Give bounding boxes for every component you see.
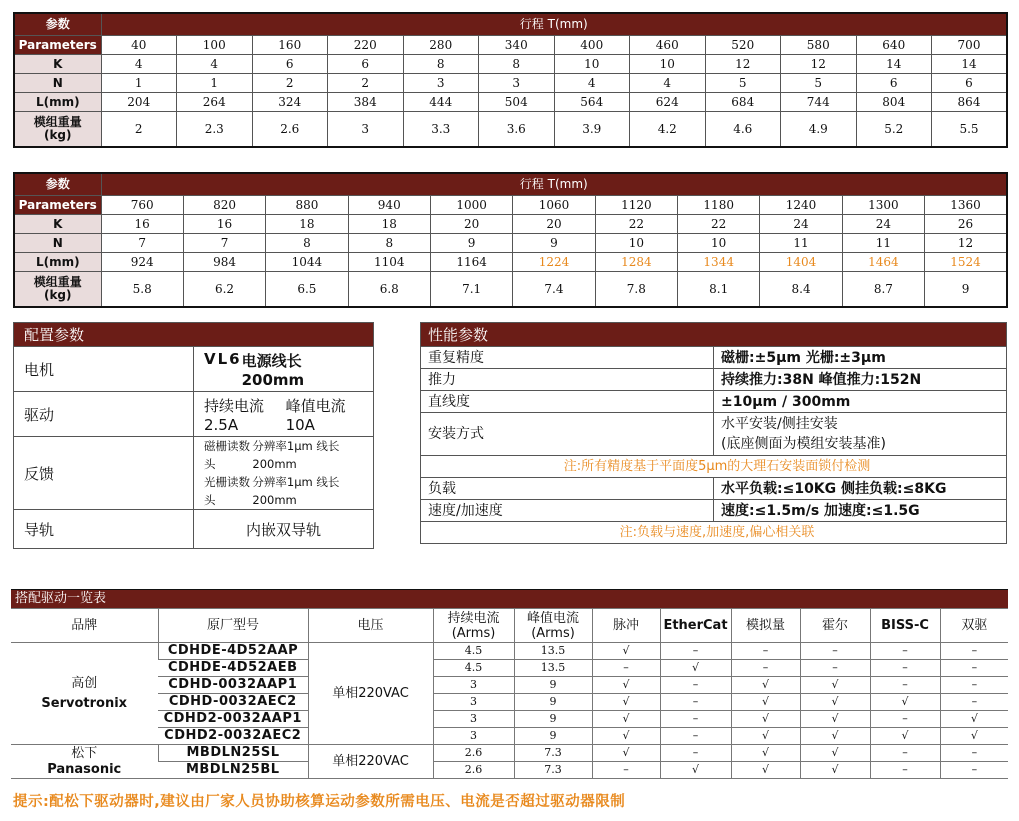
feature-cell: √ xyxy=(731,711,800,728)
table-cell: 22 xyxy=(595,215,677,234)
table-cell: 1464 xyxy=(842,253,924,272)
table-cell: 24 xyxy=(842,215,924,234)
row-label: L(mm) xyxy=(14,93,101,112)
table-cell: 6.2 xyxy=(183,272,265,308)
table-cell: 984 xyxy=(183,253,265,272)
load-value: 水平负载:≤10KG 侧挂负载:≤8KG xyxy=(714,478,1007,500)
feature-cell: √ xyxy=(800,694,870,711)
straight-value: ±10μm / 300mm xyxy=(714,391,1007,413)
feature-cell: √ xyxy=(800,745,870,762)
table-cell: 804 xyxy=(856,93,932,112)
feature-cell: – xyxy=(731,660,800,677)
table-cell: 6 xyxy=(932,74,1008,93)
table-cell: 684 xyxy=(705,93,781,112)
stroke-value: 880 xyxy=(266,196,348,215)
table-cell: 3.6 xyxy=(479,112,555,148)
table-cell: 384 xyxy=(328,93,404,112)
row-label: N xyxy=(14,234,101,253)
table-row xyxy=(11,677,1008,694)
table-cell: 18 xyxy=(266,215,348,234)
feature-cell: – xyxy=(940,694,1008,711)
table-cell: 2.6 xyxy=(252,112,328,148)
table-cell: 7 xyxy=(183,234,265,253)
driver-model: MBDLN25SL xyxy=(158,745,308,762)
table-cell: 20 xyxy=(513,215,595,234)
col-analog: 模拟量 xyxy=(731,609,800,643)
col-cont-current: 持续电流 (Arms) xyxy=(433,609,514,643)
col-model: 原厂型号 xyxy=(158,609,308,643)
table-cell: 5.5 xyxy=(932,112,1008,148)
table-cell: 9 xyxy=(513,234,595,253)
feature-cell: – xyxy=(800,660,870,677)
table-cell: 8.1 xyxy=(678,272,760,308)
feature-cell: – xyxy=(870,660,940,677)
feature-cell: √ xyxy=(940,711,1008,728)
col-peak-current: 峰值电流 (Arms) xyxy=(514,609,592,643)
table-cell: 7.8 xyxy=(595,272,677,308)
stroke-value: 400 xyxy=(554,36,630,55)
voltage-cell: 单相220VAC xyxy=(308,745,433,779)
feature-cell: – xyxy=(800,643,870,660)
table-row xyxy=(11,694,1008,711)
table-cell: 8.7 xyxy=(842,272,924,308)
stroke-value: 1360 xyxy=(925,196,1007,215)
col-brand: 品牌 xyxy=(11,609,158,643)
table-cell: 3 xyxy=(328,112,404,148)
table-cell: 2.3 xyxy=(177,112,253,148)
table-cell: 10 xyxy=(554,55,630,74)
mount-value: 水平安装/侧挂安装 (底座侧面为模组安装基准) xyxy=(714,413,1007,456)
feature-cell: √ xyxy=(870,728,940,745)
stroke-value: 760 xyxy=(101,196,183,215)
table-cell: 24 xyxy=(760,215,842,234)
drivers-table xyxy=(11,589,1008,779)
feedback-value: 磁栅读数头 分辨率1μm 线长200mm 光栅读数头 分辨率1μm 线长200mm xyxy=(194,437,374,510)
repeat-value: 磁栅:±5μm 光栅:±3μm xyxy=(714,347,1007,369)
table-row xyxy=(11,660,1008,677)
stroke-value: 1000 xyxy=(430,196,512,215)
cont-current: 3 xyxy=(433,694,514,711)
feature-cell: – xyxy=(870,677,940,694)
stroke-value: 340 xyxy=(479,36,555,55)
table-cell: 8 xyxy=(403,55,479,74)
stroke-value: 1300 xyxy=(842,196,924,215)
table-cell: 1 xyxy=(177,74,253,93)
table-cell: 1 xyxy=(101,74,177,93)
param-label: 参数 xyxy=(14,173,101,196)
row-label: L(mm) xyxy=(14,253,101,272)
table-cell: 10 xyxy=(630,55,706,74)
feature-cell: √ xyxy=(660,762,731,779)
peak-current: 9 xyxy=(514,694,592,711)
feature-cell: – xyxy=(660,711,731,728)
row-label: K xyxy=(14,55,101,74)
straight-label: 直线度 xyxy=(421,391,714,413)
table-cell: 20 xyxy=(430,215,512,234)
feature-cell: √ xyxy=(731,677,800,694)
stroke-value: 40 xyxy=(101,36,177,55)
table-cell: 204 xyxy=(101,93,177,112)
table-cell: 4 xyxy=(101,55,177,74)
driver-model: CDHD2-0032AEC2 xyxy=(158,728,308,745)
table-cell: 14 xyxy=(932,55,1008,74)
table-cell: 4 xyxy=(630,74,706,93)
feedback-label: 反馈 xyxy=(14,437,194,510)
driver-model: MBDLN25BL xyxy=(158,762,308,779)
table-cell: 6.5 xyxy=(266,272,348,308)
peak-current: 7.3 xyxy=(514,762,592,779)
stroke-value: 940 xyxy=(348,196,430,215)
feature-cell: √ xyxy=(592,694,660,711)
table-cell: 9 xyxy=(430,234,512,253)
feature-cell: – xyxy=(940,762,1008,779)
stroke-value: 1240 xyxy=(760,196,842,215)
mount-label: 安装方式 xyxy=(421,413,714,456)
feature-cell: √ xyxy=(800,762,870,779)
performance-table xyxy=(420,322,1007,544)
table-cell: 10 xyxy=(678,234,760,253)
param-label-en: Parameters xyxy=(14,36,101,55)
table-cell: 6 xyxy=(252,55,328,74)
force-value: 持续推力:38N 峰值推力:152N xyxy=(714,369,1007,391)
brand-panasonic: 松下 Panasonic xyxy=(11,745,158,779)
feature-cell: – xyxy=(870,745,940,762)
feature-cell: √ xyxy=(731,728,800,745)
load-note: 注:负载与速度,加速度,偏心相关联 xyxy=(421,522,1007,544)
stroke-table-2 xyxy=(13,172,1008,308)
table-cell: 6 xyxy=(856,74,932,93)
feature-cell: – xyxy=(940,643,1008,660)
table-cell: 14 xyxy=(856,55,932,74)
col-ethercat: EtherCat xyxy=(660,609,731,643)
voltage-cell: 单相220VAC xyxy=(308,643,433,745)
table-cell: 6 xyxy=(328,55,404,74)
stroke-value: 100 xyxy=(177,36,253,55)
table-cell: 3.9 xyxy=(554,112,630,148)
driver-model: CDHDE-4D52AAP xyxy=(158,643,308,660)
table-cell: 444 xyxy=(403,93,479,112)
stroke-value: 160 xyxy=(252,36,328,55)
peak-current: 13.5 xyxy=(514,660,592,677)
table-cell: 2 xyxy=(101,112,177,148)
hint-text: 提示:配松下驱动器时,建议由厂家人员协助核算运动参数所需电压、电流是否超过驱动器限制 xyxy=(13,794,626,810)
table-cell: 8 xyxy=(348,234,430,253)
feature-cell: √ xyxy=(660,660,731,677)
table-cell: 7.4 xyxy=(513,272,595,308)
table-cell: 5.2 xyxy=(856,112,932,148)
drive-value: 持续电流2.5A 峰值电流10A xyxy=(194,392,374,437)
row-label: 模组重量 (kg) xyxy=(14,272,101,308)
stroke-value: 700 xyxy=(932,36,1008,55)
table-cell: 1164 xyxy=(430,253,512,272)
stroke-value: 220 xyxy=(328,36,404,55)
stroke-value: 640 xyxy=(856,36,932,55)
config-table xyxy=(13,322,374,549)
table-cell: 1524 xyxy=(925,253,1007,272)
feature-cell: – xyxy=(870,762,940,779)
cont-current: 3 xyxy=(433,728,514,745)
table-cell: 1404 xyxy=(760,253,842,272)
feature-cell: √ xyxy=(731,694,800,711)
table-cell: 16 xyxy=(183,215,265,234)
param-label-en: Parameters xyxy=(14,196,101,215)
feature-cell: – xyxy=(870,643,940,660)
table-cell: 8 xyxy=(266,234,348,253)
feature-cell: √ xyxy=(592,643,660,660)
feature-cell: – xyxy=(660,677,731,694)
col-biss: BISS-C xyxy=(870,609,940,643)
table-row xyxy=(11,643,1008,660)
feature-cell: √ xyxy=(800,711,870,728)
stroke-value: 1120 xyxy=(595,196,677,215)
feature-cell: √ xyxy=(870,694,940,711)
table-cell: 624 xyxy=(630,93,706,112)
table-cell: 6.8 xyxy=(348,272,430,308)
table-cell: 12 xyxy=(925,234,1007,253)
drivers-header-row xyxy=(11,609,1008,643)
feature-cell: – xyxy=(660,694,731,711)
feature-cell: – xyxy=(940,677,1008,694)
stroke-value: 820 xyxy=(183,196,265,215)
table-cell: 924 xyxy=(101,253,183,272)
table-cell: 12 xyxy=(781,55,857,74)
cont-current: 4.5 xyxy=(433,660,514,677)
speed-label: 速度/加速度 xyxy=(421,500,714,522)
force-label: 推力 xyxy=(421,369,714,391)
table-cell: 2 xyxy=(252,74,328,93)
table-cell: 8 xyxy=(479,55,555,74)
table-cell: 324 xyxy=(252,93,328,112)
motor-label: 电机 xyxy=(14,347,194,392)
stroke-value: 460 xyxy=(630,36,706,55)
table-row xyxy=(11,711,1008,728)
stroke-table-1 xyxy=(13,12,1008,148)
drive-label: 驱动 xyxy=(14,392,194,437)
cont-current: 2.6 xyxy=(433,762,514,779)
feature-cell: – xyxy=(870,711,940,728)
motor-value: VL6 电源线长200mm xyxy=(194,347,374,392)
table-cell: 7.1 xyxy=(430,272,512,308)
table-cell: 564 xyxy=(554,93,630,112)
stroke-value: 520 xyxy=(705,36,781,55)
feature-cell: √ xyxy=(592,711,660,728)
table-cell: 12 xyxy=(705,55,781,74)
table-row xyxy=(11,728,1008,745)
row-label: K xyxy=(14,215,101,234)
stroke-header: 行程 T(mm) xyxy=(101,173,1007,196)
stroke-header: 行程 T(mm) xyxy=(101,13,1007,36)
feature-cell: √ xyxy=(592,728,660,745)
drivers-title: 搭配驱动一览表 xyxy=(11,590,1008,609)
feature-cell: – xyxy=(940,660,1008,677)
feature-cell: – xyxy=(660,745,731,762)
table-cell: 16 xyxy=(101,215,183,234)
peak-current: 9 xyxy=(514,677,592,694)
feature-cell: – xyxy=(731,643,800,660)
table-cell: 3 xyxy=(479,74,555,93)
feature-cell: √ xyxy=(731,762,800,779)
table-cell: 2 xyxy=(328,74,404,93)
table-cell: 1224 xyxy=(513,253,595,272)
table-cell: 5 xyxy=(781,74,857,93)
table-cell: 11 xyxy=(760,234,842,253)
driver-model: CDHD2-0032AAP1 xyxy=(158,711,308,728)
feature-cell: – xyxy=(592,762,660,779)
table-cell: 864 xyxy=(932,93,1008,112)
accuracy-note: 注:所有精度基于平面度5μm的大理石安装面锁付检测 xyxy=(421,456,1007,478)
config-title: 配置参数 xyxy=(14,323,374,347)
param-label: 参数 xyxy=(14,13,101,36)
rail-label: 导轨 xyxy=(14,510,194,549)
table-cell: 4 xyxy=(177,55,253,74)
row-label: N xyxy=(14,74,101,93)
table-cell: 4.9 xyxy=(781,112,857,148)
feature-cell: √ xyxy=(940,728,1008,745)
table-cell: 4.2 xyxy=(630,112,706,148)
table-cell: 10 xyxy=(595,234,677,253)
peak-current: 9 xyxy=(514,711,592,728)
performance-title: 性能参数 xyxy=(421,323,1007,347)
table-cell: 11 xyxy=(842,234,924,253)
table-cell: 4.6 xyxy=(705,112,781,148)
table-row xyxy=(11,745,1008,762)
speed-value: 速度:≤1.5m/s 加速度:≤1.5G xyxy=(714,500,1007,522)
rail-value: 内嵌双导轨 xyxy=(194,510,374,549)
cont-current: 3 xyxy=(433,677,514,694)
feature-cell: √ xyxy=(731,745,800,762)
driver-model: CDHDE-4D52AEB xyxy=(158,660,308,677)
col-hall: 霍尔 xyxy=(800,609,870,643)
brand-servotronix: 高创 Servotronix xyxy=(11,643,158,745)
table-cell: 9 xyxy=(925,272,1007,308)
feature-cell: √ xyxy=(800,677,870,694)
row-label: 模组重量 (kg) xyxy=(14,112,101,148)
feature-cell: √ xyxy=(592,745,660,762)
table-cell: 4 xyxy=(554,74,630,93)
table-cell: 5 xyxy=(705,74,781,93)
peak-current: 9 xyxy=(514,728,592,745)
cont-current: 2.6 xyxy=(433,745,514,762)
table-cell: 1044 xyxy=(266,253,348,272)
col-pulse: 脉冲 xyxy=(592,609,660,643)
table-cell: 1344 xyxy=(678,253,760,272)
stroke-value: 280 xyxy=(403,36,479,55)
stroke-value: 1180 xyxy=(678,196,760,215)
col-dual: 双驱 xyxy=(940,609,1008,643)
table-cell: 264 xyxy=(177,93,253,112)
feature-cell: – xyxy=(592,660,660,677)
table-cell: 744 xyxy=(781,93,857,112)
feature-cell: √ xyxy=(592,677,660,694)
repeat-label: 重复精度 xyxy=(421,347,714,369)
peak-current: 13.5 xyxy=(514,643,592,660)
feature-cell: – xyxy=(940,745,1008,762)
driver-model: CDHD-0032AEC2 xyxy=(158,694,308,711)
table-cell: 18 xyxy=(348,215,430,234)
table-cell: 7 xyxy=(101,234,183,253)
stroke-value: 1060 xyxy=(513,196,595,215)
feature-cell: – xyxy=(660,643,731,660)
table-row xyxy=(11,762,1008,779)
col-voltage: 电压 xyxy=(308,609,433,643)
stroke-value: 580 xyxy=(781,36,857,55)
table-cell: 3 xyxy=(403,74,479,93)
table-cell: 3.3 xyxy=(403,112,479,148)
feature-cell: – xyxy=(660,728,731,745)
table-cell: 1104 xyxy=(348,253,430,272)
table-cell: 504 xyxy=(479,93,555,112)
table-cell: 1284 xyxy=(595,253,677,272)
cont-current: 3 xyxy=(433,711,514,728)
table-cell: 26 xyxy=(925,215,1007,234)
peak-current: 7.3 xyxy=(514,745,592,762)
cont-current: 4.5 xyxy=(433,643,514,660)
table-cell: 22 xyxy=(678,215,760,234)
driver-model: CDHD-0032AAP1 xyxy=(158,677,308,694)
table-cell: 5.8 xyxy=(101,272,183,308)
load-label: 负载 xyxy=(421,478,714,500)
feature-cell: √ xyxy=(800,728,870,745)
table-cell: 8.4 xyxy=(760,272,842,308)
